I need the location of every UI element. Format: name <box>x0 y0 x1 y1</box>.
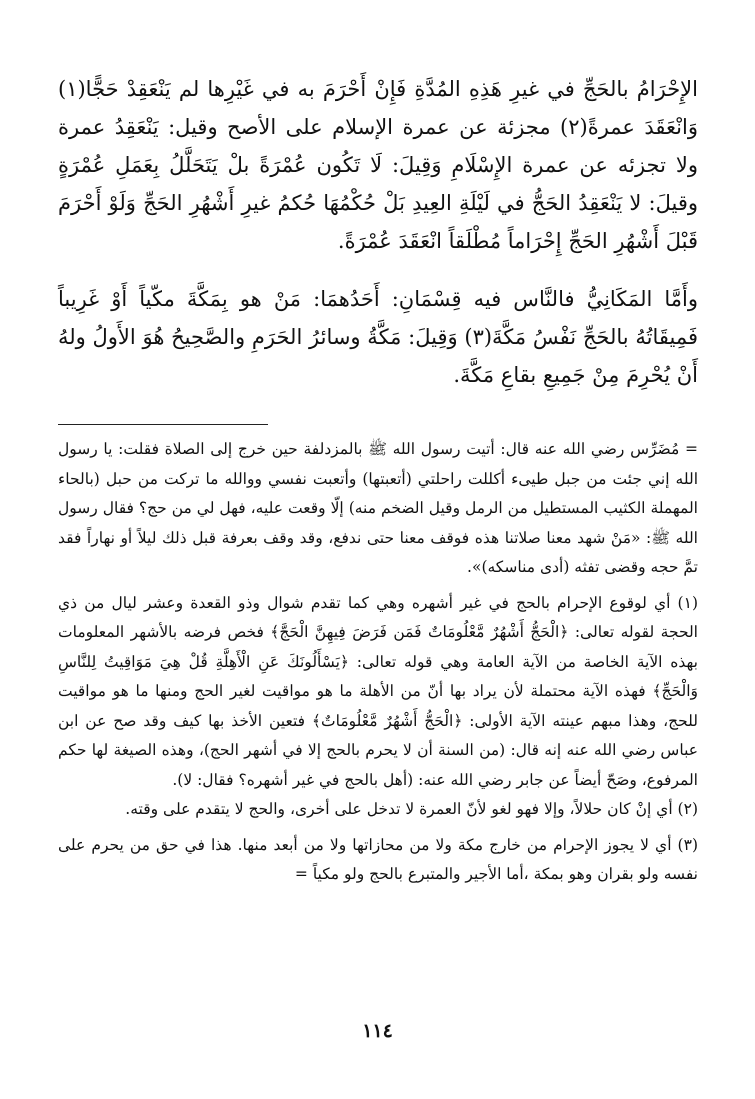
footnote-separator <box>58 424 268 425</box>
footnote-3: (٣) أي لا يجوز الإحرام من خارج مكة ولا من محازاتها ولا من أبعد منها. هذا في حق من يحرم على نفسه ولو بقران وهو بمكة ،أما الأجير والمتبرع بالحج ولو مكياً = <box>58 835 698 883</box>
main-paragraph-2: وأَمَّا المَكَانِيُّ فالنَّاس فيه قِسْمَانِ: أَحَدُهمَا: مَنْ هو بِمَكَّةَ مكّياً أَوْ غَرِيباً فَمِيقَاتُهُ بالحَجِّ نَفْسُ مَكَّةَ(٣) وَقِيلَ: مَكَّةُ وسائرُ الحَرَمِ والصَّحِيحُ هُوَ الأَولُ ولهُ أَنْ يُحْرِمَ مِنْ جَمِيعِ بقاعِ مَكَّةَ. <box>58 287 698 387</box>
footnotes <box>58 435 698 890</box>
footnote-1: (١) أي لوقوع الإحرام بالحج في غير أشهره وهي كما تقدم شوال وذو القعدة وعشر ليال من ذي الحجة لقوله تعالى: ﴿الْحَجُّ أَشْهُرٌ مَّعْلُومَاتٌ فَمَن فَرَضَ فِيهِنَّ الْحَجَّ﴾ فخص فرضه بالأشهر المعلومات بهذه الآية الخاصة من الآية العامة وهي قوله تعالى: ﴿يَسْأَلُونَكَ عَنِ الْأَهِلَّةِ قُلْ هِيَ مَوَاقِيتُ لِلنَّاسِ وَالْحَجِّ﴾ فهذه الآية محتملة لأن يراد بها أنّ من الأهلة ما هو مواقيت لغير الحج ومنها ما هو مواقيت للحج، وهذا مبهم عينته الآية الأولى: ﴿الْحَجُّ أَشْهُرٌ مَّعْلُومَاتٌ﴾ فتعين الأخذ بها كيف وقد صح عن ابن عباس رضي الله عنه إنه قال: (من السنة أن لا يحرم بالحج إلا في أشهر الحج)، وهذه الصيغة لها حكم المرفوع، وصَحّ أيضاً عن جابر رضي الله عنه: (أهل بالحج في غير أشهره؟ فقال: لا). <box>58 593 698 789</box>
footnote-2: (٢) أي إنْ كان حلالاً، وإلا فهو لغو لأنّ العمرة لا تدخل على أخرى، والحج لا يتقدم على وقته. <box>125 800 698 818</box>
main-text <box>58 70 698 394</box>
main-paragraph-1: الإِحْرَامُ بالحَجِّ في غيرِ هَذِهِ المُدَّةِ فَإِنْ أَحْرَمَ به في غَيْرِها لم يَنْعَقِدْ حَجًّا(١) وَانْعَقَدَ عمرةً(٢) مجزئة عن عمرة الإسلام على الأصح وقيل: يَنْعَقِدُ عمرة ولا تجزئه عن عمرة الإِسْلَامِ وَقِيلَ: لَا تَكُون عُمْرَةً بلْ يَتَحَلَّلُ بِعَمَلِ عُمْرَةٍ وقيلَ: لا يَنْعَقِدُ الحَجُّ في لَيْلَةِ العِيدِ بَلْ حُكْمُهَا حُكمُ غيرِ أَشْهُرِ الحَجِّ وَلَوْ أَحْرَمَ قَبْلَ أَشْهُرِ الحَجِّ إِحْرَاماً مُطْلَقاً انْعَقَدَ عُمْرَةً. <box>58 77 699 253</box>
page-body <box>58 70 698 890</box>
page-number: ١١٤ <box>362 1020 393 1042</box>
footnote-continuation: = مُضَرِّس رضي الله عنه قال: أتيت رسول الله ﷺ بالمزدلفة حين خرج إلى الصلاة فقلت: يا رسول الله إني جئت من جبل طيىء أكللت راحلتي (أتعبتها) وأتعبت نفسي ووالله ما تركت من حبل (بالحاء المهملة الكثيب المستطيل من الرمل وقيل الضخم منه) إلّا وقعت عليه، فهل لي من حج؟ فقال رسول الله ﷺ: «مَنْ شهد معنا صلاتنا هذه فوقف معنا حتى ندفع، وقد وقف بعرفة قبل ذلك ليلاً أو نهاراً فقد تمَّ حجه وقضى تفثه (أدى مناسكه)». <box>58 440 698 576</box>
